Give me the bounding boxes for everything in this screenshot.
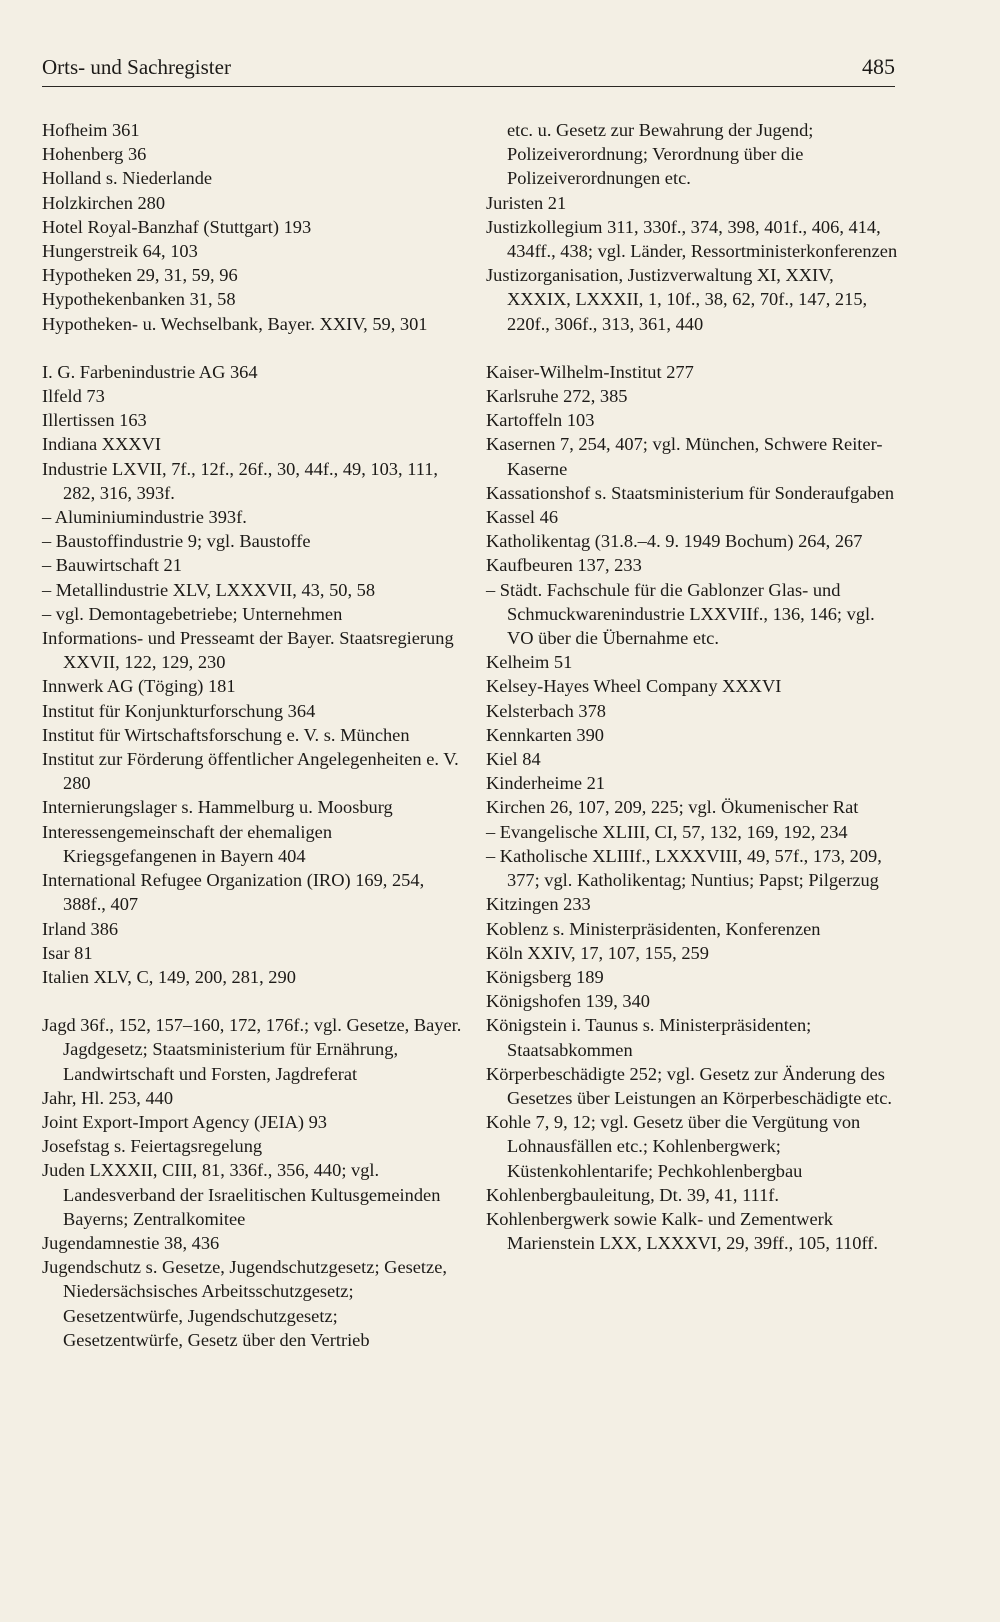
index-entry: Hypotheken- u. Wechselbank, Bayer. XXIV, 59, 301 bbox=[42, 313, 428, 334]
index-entry: Internierungslager s. Hammelburg u. Moosburg bbox=[42, 797, 393, 818]
index-entry: Institut zur Förderung öffentlicher Angelegenheiten e. V. 280 bbox=[42, 749, 459, 794]
index-entry: Körperbeschädigte 252; vgl. Gesetz zur Änderung des Gesetzes über Leistungen an Körperbeschädigte etc. bbox=[486, 1063, 893, 1108]
index-entry: Kohlenbergwerk sowie Kalk- und Zementwerk Marienstein LXX, LXXXVI, 29, 39ff., 105, 110ff. bbox=[486, 1208, 878, 1254]
index-entry: Königsberg 189 bbox=[486, 966, 604, 987]
index-subentry: – Aluminiumindustrie 393f. bbox=[42, 507, 247, 528]
index-entry: Holzkirchen 280 bbox=[42, 192, 166, 213]
index-subentry: – Baustoffindustrie 9; vgl. Baustoffe bbox=[42, 531, 311, 552]
index-entry: Koblenz s. Ministerpräsidenten, Konferenzen bbox=[486, 918, 821, 939]
index-entry: Kassationshof s. Staatsministerium für Sonderaufgaben bbox=[486, 482, 895, 503]
index-entry: Kennkarten 390 bbox=[486, 724, 604, 745]
right-column bbox=[486, 118, 901, 1255]
index-entry: Informations- und Presseamt der Bayer. Staatsregierung XXVII, 122, 129, 230 bbox=[42, 628, 454, 673]
index-entry: Holland s. Niederlande bbox=[42, 168, 213, 189]
page-number: 485 bbox=[862, 54, 895, 79]
letter-separator bbox=[42, 336, 462, 360]
index-entry: Königstein i. Taunus s. Ministerpräsidenten; Staatsabkommen bbox=[486, 1015, 812, 1060]
index-entry: Hypothekenbanken 31, 58 bbox=[42, 289, 236, 310]
index-entry: International Refugee Organization (IRO) 169, 254, 388f., 407 bbox=[42, 870, 425, 915]
index-entry: Irland 386 bbox=[42, 918, 119, 939]
index-entry: Institut für Konjunkturforschung 364 bbox=[42, 700, 316, 721]
index-entry: Königshofen 139, 340 bbox=[486, 991, 650, 1012]
index-subentry: – Metallindustrie XLV, LXXXVII, 43, 50, 58 bbox=[42, 579, 376, 600]
index-entry: Interessengemeinschaft der ehemaligen Kriegsgefangenen in Bayern 404 bbox=[42, 821, 333, 866]
index-entry: Kiel 84 bbox=[486, 749, 541, 770]
index-entry: Kitzingen 233 bbox=[486, 894, 591, 915]
index-entry: Juristen 21 bbox=[486, 192, 567, 213]
index-entry: Kinderheime 21 bbox=[486, 773, 605, 794]
running-header bbox=[42, 52, 895, 87]
index-entry: I. G. Farbenindustrie AG 364 bbox=[42, 361, 258, 382]
index-entry: Juden LXXXII, CIII, 81, 336f., 356, 440; vgl. Landesverband der Israelitischen Kultusgemeinden Bayerns; Zentralkomitee bbox=[42, 1160, 441, 1229]
index-entry: Innwerk AG (Töging) 181 bbox=[42, 676, 236, 697]
index-entry: Institut für Wirtschaftsforschung e. V. s. München bbox=[42, 724, 410, 745]
index-entry: Kelsey-Hayes Wheel Company XXXVI bbox=[486, 676, 782, 697]
index-entry: Kaiser-Wilhelm-Institut 277 bbox=[486, 361, 694, 382]
index-entry: Josefstag s. Feiertagsregelung bbox=[42, 1136, 263, 1157]
index-entry: Isar 81 bbox=[42, 942, 93, 963]
index-entry: Justizkollegium 311, 330f., 374, 398, 401f., 406, 414, 434ff., 438; vgl. Länder, Ressortministerkonferenzen bbox=[486, 216, 898, 262]
index-entry: Kohlenbergbauleitung, Dt. 39, 41, 111f. bbox=[486, 1184, 780, 1205]
index-entry: Jugendschutz s. Gesetze, Jugendschutzgesetz; Gesetze, Niedersächsisches Arbeitsschutzgesetz; Gesetzentwürfe, Jugendschutzgesetz; Gesetzentwürfe, Gesetz über den Vertrieb bbox=[42, 1257, 447, 1350]
index-subentry: – Städt. Fachschule für die Gablonzer Glas- und Schmuckwarenindustrie LXXVIIf., 136, 146; vgl. VO über die Übernahme etc. bbox=[486, 579, 875, 649]
index-subentry: – Evangelische XLIII, CI, 57, 132, 169, 192, 234 bbox=[486, 821, 848, 842]
header-title: Orts- und Sachregister bbox=[42, 55, 231, 79]
index-entry: Justizorganisation, Justizverwaltung XI, XXIV, XXXIX, LXXXII, 1, 10f., 38, 62, 70f., 147, 215, 220f., 306f., 313, 361, 440 bbox=[486, 265, 868, 334]
index-entry: Jahr, Hl. 253, 440 bbox=[42, 1087, 174, 1108]
index-entry: Hohenberg 36 bbox=[42, 144, 147, 165]
index-entry: Industrie LXVII, 7f., 12f., 26f., 30, 44f., 49, 103, 111, 282, 316, 393f. bbox=[42, 458, 439, 503]
index-entry: Ilfeld 73 bbox=[42, 386, 105, 407]
index-subentry: – Bauwirtschaft 21 bbox=[42, 555, 182, 576]
index-entry: Katholikentag (31.8.–4. 9. 1949 Bochum) 264, 267 bbox=[486, 531, 863, 552]
index-entry: Kirchen 26, 107, 209, 225; vgl. Ökumenischer Rat bbox=[486, 797, 859, 818]
index-entry: Hotel Royal-Banzhaf (Stuttgart) 193 bbox=[42, 216, 312, 237]
index-entry: Köln XXIV, 17, 107, 155, 259 bbox=[486, 942, 709, 963]
index-entry: Hypotheken 29, 31, 59, 96 bbox=[42, 265, 238, 286]
index-entry: Karlsruhe 272, 385 bbox=[486, 386, 628, 407]
index-entry: Indiana XXXVI bbox=[42, 434, 161, 455]
left-column bbox=[42, 118, 462, 1352]
index-entry: Kohle 7, 9, 12; vgl. Gesetz über die Vergütung von Lohnausfällen etc.; Kohlenbergwerk; Küstenkohlentarife; Pechkohlenbergbau bbox=[486, 1112, 861, 1181]
index-entry: Hungerstreik 64, 103 bbox=[42, 241, 198, 262]
index-entry: Kassel 46 bbox=[486, 507, 559, 528]
letter-separator bbox=[42, 989, 462, 1013]
index-entry: Jugendamnestie 38, 436 bbox=[42, 1232, 220, 1253]
index-entry: Joint Export-Import Agency (JEIA) 93 bbox=[42, 1111, 328, 1132]
index-entry: Hofheim 361 bbox=[42, 120, 140, 140]
index-entry: Kaufbeuren 137, 233 bbox=[486, 555, 642, 576]
index-entry: Illertissen 163 bbox=[42, 410, 147, 431]
index-entry: Italien XLV, C, 149, 200, 281, 290 bbox=[42, 966, 296, 987]
letter-separator bbox=[486, 336, 901, 360]
index-entry: Kasernen 7, 254, 407; vgl. München, Schwere Reiter-Kaserne bbox=[486, 434, 883, 479]
index-entry: Kelsterbach 378 bbox=[486, 700, 607, 721]
index-subentry: – vgl. Demontagebetriebe; Unternehmen bbox=[42, 603, 343, 624]
index-entry: Kelheim 51 bbox=[486, 652, 573, 673]
index-entry-continued: etc. u. Gesetz zur Bewahrung der Jugend; Polizeiverordnung; Verordnung über die Polizeiverordnungen etc. bbox=[507, 120, 814, 189]
index-entry: Kartoffeln 103 bbox=[486, 410, 595, 431]
index-entry: Jagd 36f., 152, 157–160, 172, 176f.; vgl. Gesetze, Bayer. Jagdgesetz; Staatsministerium für Ernährung, Landwirtschaft und Forsten, Jagdreferat bbox=[42, 1015, 462, 1084]
index-subentry: – Katholische XLIIIf., LXXXVIII, 49, 57f., 173, 209, 377; vgl. Katholikentag; Nuntius; Papst; Pilgerzug bbox=[486, 845, 882, 891]
